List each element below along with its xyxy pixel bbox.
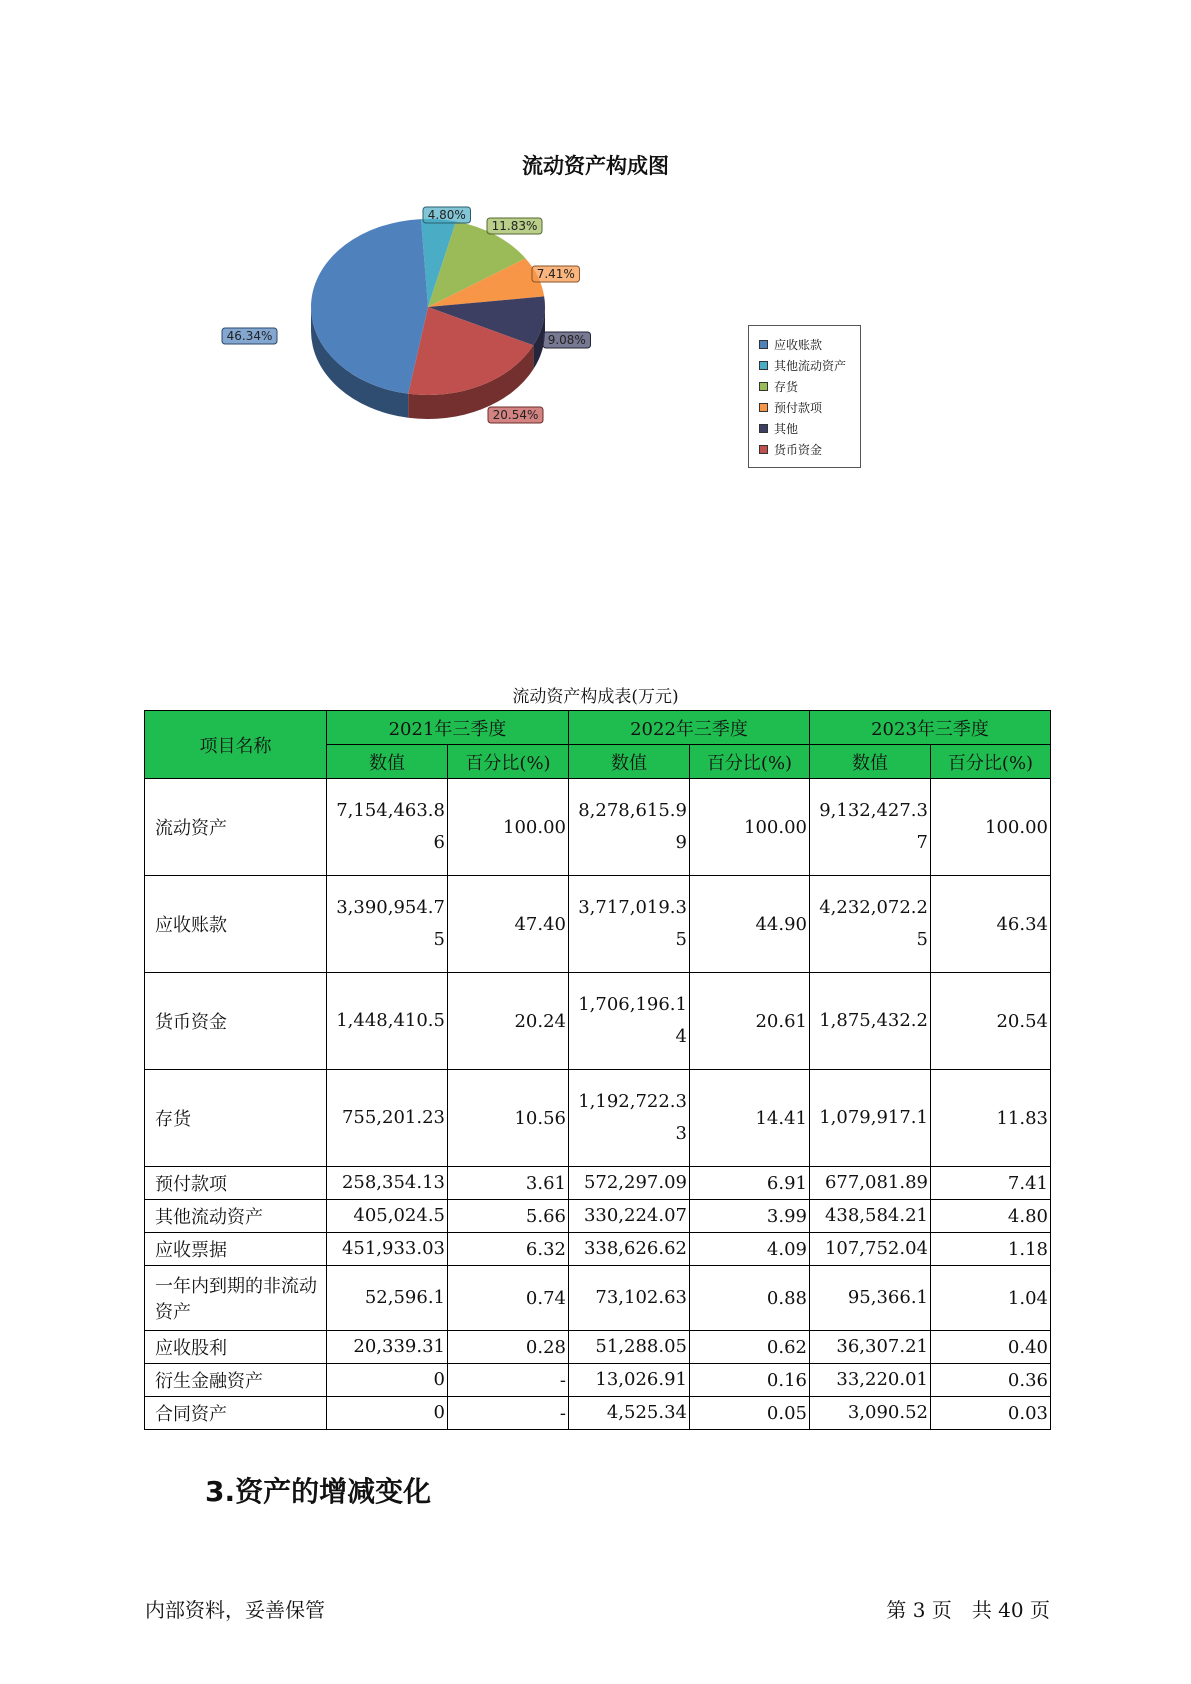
value-2021: 0 <box>327 1364 448 1397</box>
pct-2022: 44.90 <box>690 876 810 973</box>
value-2021: 20,339.31 <box>327 1331 448 1364</box>
header-value: 数值 <box>327 745 448 779</box>
table-row <box>145 1233 1051 1266</box>
header-item-name: 项目名称 <box>145 711 327 779</box>
value-2022: 8,278,615.99 <box>569 779 690 876</box>
row-name: 衍生金融资产 <box>145 1364 327 1397</box>
legend-item <box>759 334 860 355</box>
legend-swatch <box>759 445 768 454</box>
pct-2023: 1.04 <box>931 1266 1051 1331</box>
table-row <box>145 1397 1051 1430</box>
value-2023: 677,081.89 <box>810 1167 931 1200</box>
pct-2022: 3.99 <box>690 1200 810 1233</box>
header-value: 数值 <box>810 745 931 779</box>
pie-data-label <box>488 407 543 423</box>
pct-2023: 11.83 <box>931 1070 1051 1167</box>
pct-2022: 14.41 <box>690 1070 810 1167</box>
legend-label: 存货 <box>774 380 799 394</box>
legend-label: 其他流动资产 <box>774 359 847 373</box>
legend-swatch <box>759 403 768 412</box>
table-caption: 流动资产构成表(万元) <box>512 687 679 707</box>
table-row <box>145 779 1051 876</box>
value-2022: 338,626.62 <box>569 1233 690 1266</box>
pct-2022: 0.05 <box>690 1397 810 1430</box>
legend-swatch <box>759 424 768 433</box>
pct-2022: 100.00 <box>690 779 810 876</box>
value-2022: 1,706,196.14 <box>569 973 690 1070</box>
row-name: 其他流动资产 <box>145 1200 327 1233</box>
value-2021: 451,933.03 <box>327 1233 448 1266</box>
pct-2021: 0.28 <box>448 1331 569 1364</box>
value-2022: 51,288.05 <box>569 1331 690 1364</box>
value-2021: 3,390,954.75 <box>327 876 448 973</box>
value-2023: 36,307.21 <box>810 1331 931 1364</box>
pct-2021: 47.40 <box>448 876 569 973</box>
legend-label: 应收账款 <box>774 338 823 352</box>
pct-2021: 100.00 <box>448 779 569 876</box>
header-pct: 百分比(%) <box>690 745 810 779</box>
value-2021: 405,024.5 <box>327 1200 448 1233</box>
pct-2023: 0.03 <box>931 1397 1051 1430</box>
legend-swatch <box>759 361 768 370</box>
table-row <box>145 876 1051 973</box>
value-2023: 107,752.04 <box>810 1233 931 1266</box>
pct-2023: 100.00 <box>931 779 1051 876</box>
table-row <box>145 1266 1051 1331</box>
table-row <box>145 1167 1051 1200</box>
pie-label-text: 7.41% <box>536 267 575 281</box>
footer-page-number: 第 3 页 共 40 页 <box>886 1598 1050 1622</box>
value-2023: 9,132,427.37 <box>810 779 931 876</box>
current-assets-table <box>144 710 1051 1430</box>
row-name: 货币资金 <box>145 973 327 1070</box>
legend-item <box>759 376 860 397</box>
header-period-2021: 2021年三季度 <box>327 711 569 745</box>
pie-data-label <box>222 328 277 344</box>
value-2022: 572,297.09 <box>569 1167 690 1200</box>
value-2022: 13,026.91 <box>569 1364 690 1397</box>
pct-2023: 1.18 <box>931 1233 1051 1266</box>
value-2022: 330,224.07 <box>569 1200 690 1233</box>
legend-item <box>759 439 860 460</box>
pct-2023: 4.80 <box>931 1200 1051 1233</box>
pie-label-text: 4.80% <box>427 208 466 222</box>
value-2021: 7,154,463.86 <box>327 779 448 876</box>
value-2021: 258,354.13 <box>327 1167 448 1200</box>
legend-swatch <box>759 340 768 349</box>
pct-2021: 5.66 <box>448 1200 569 1233</box>
pct-2021: 10.56 <box>448 1070 569 1167</box>
pct-2022: 20.61 <box>690 973 810 1070</box>
value-2023: 1,079,917.1 <box>810 1070 931 1167</box>
table-row <box>145 973 1051 1070</box>
value-2021: 1,448,410.5 <box>327 973 448 1070</box>
pct-2023: 7.41 <box>931 1167 1051 1200</box>
pct-2023: 0.36 <box>931 1364 1051 1397</box>
value-2022: 73,102.63 <box>569 1266 690 1331</box>
row-name: 流动资产 <box>145 779 327 876</box>
section-heading: 3.资产的增减变化 <box>205 1475 432 1508</box>
value-2023: 95,366.1 <box>810 1266 931 1331</box>
pct-2021: 6.32 <box>448 1233 569 1266</box>
footer-confidential: 内部资料，妥善保管 <box>145 1598 325 1622</box>
legend-label: 其他 <box>774 422 799 436</box>
header-period-2023: 2023年三季度 <box>810 711 1051 745</box>
header-pct: 百分比(%) <box>448 745 569 779</box>
header-period-2022: 2022年三季度 <box>569 711 810 745</box>
pie-label-text: 11.83% <box>491 219 538 233</box>
pct-2022: 0.88 <box>690 1266 810 1331</box>
value-2021: 52,596.1 <box>327 1266 448 1331</box>
value-2022: 1,192,722.33 <box>569 1070 690 1167</box>
value-2021: 0 <box>327 1397 448 1430</box>
pct-2023: 0.40 <box>931 1331 1051 1364</box>
table-row <box>145 1070 1051 1167</box>
row-name: 合同资产 <box>145 1397 327 1430</box>
pct-2022: 0.62 <box>690 1331 810 1364</box>
pct-2023: 20.54 <box>931 973 1051 1070</box>
pie-data-label <box>487 218 542 234</box>
legend-item <box>759 355 860 376</box>
value-2023: 4,232,072.25 <box>810 876 931 973</box>
pct-2022: 0.16 <box>690 1364 810 1397</box>
header-pct: 百分比(%) <box>931 745 1051 779</box>
pct-2021: - <box>448 1364 569 1397</box>
table-row <box>145 1331 1051 1364</box>
row-name: 一年内到期的非流动资产 <box>145 1266 327 1331</box>
value-2022: 4,525.34 <box>569 1397 690 1430</box>
pct-2021: 0.74 <box>448 1266 569 1331</box>
pie-data-label <box>423 207 471 223</box>
chart-title: 流动资产构成图 <box>522 154 669 178</box>
pie-chart <box>210 195 630 455</box>
legend-item <box>759 397 860 418</box>
pie-data-label <box>543 332 591 348</box>
row-name: 应收股利 <box>145 1331 327 1364</box>
pie-data-label <box>532 266 580 282</box>
value-2023: 1,875,432.2 <box>810 973 931 1070</box>
pct-2022: 6.91 <box>690 1167 810 1200</box>
pct-2023: 46.34 <box>931 876 1051 973</box>
row-name: 预付款项 <box>145 1167 327 1200</box>
value-2021: 755,201.23 <box>327 1070 448 1167</box>
pct-2021: - <box>448 1397 569 1430</box>
value-2022: 3,717,019.35 <box>569 876 690 973</box>
pct-2022: 4.09 <box>690 1233 810 1266</box>
header-value: 数值 <box>569 745 690 779</box>
legend-label: 预付款项 <box>774 401 823 415</box>
pie-label-text: 9.08% <box>547 333 586 347</box>
pct-2021: 3.61 <box>448 1167 569 1200</box>
legend-label: 货币资金 <box>774 443 823 457</box>
pie-label-text: 46.34% <box>226 329 273 343</box>
pct-2021: 20.24 <box>448 973 569 1070</box>
table-row <box>145 1364 1051 1397</box>
value-2023: 33,220.01 <box>810 1364 931 1397</box>
pie-label-text: 20.54% <box>492 408 539 422</box>
value-2023: 3,090.52 <box>810 1397 931 1430</box>
chart-legend <box>748 325 861 468</box>
legend-swatch <box>759 382 768 391</box>
row-name: 应收账款 <box>145 876 327 973</box>
table-row <box>145 1200 1051 1233</box>
row-name: 应收票据 <box>145 1233 327 1266</box>
value-2023: 438,584.21 <box>810 1200 931 1233</box>
row-name: 存货 <box>145 1070 327 1167</box>
legend-item <box>759 418 860 439</box>
